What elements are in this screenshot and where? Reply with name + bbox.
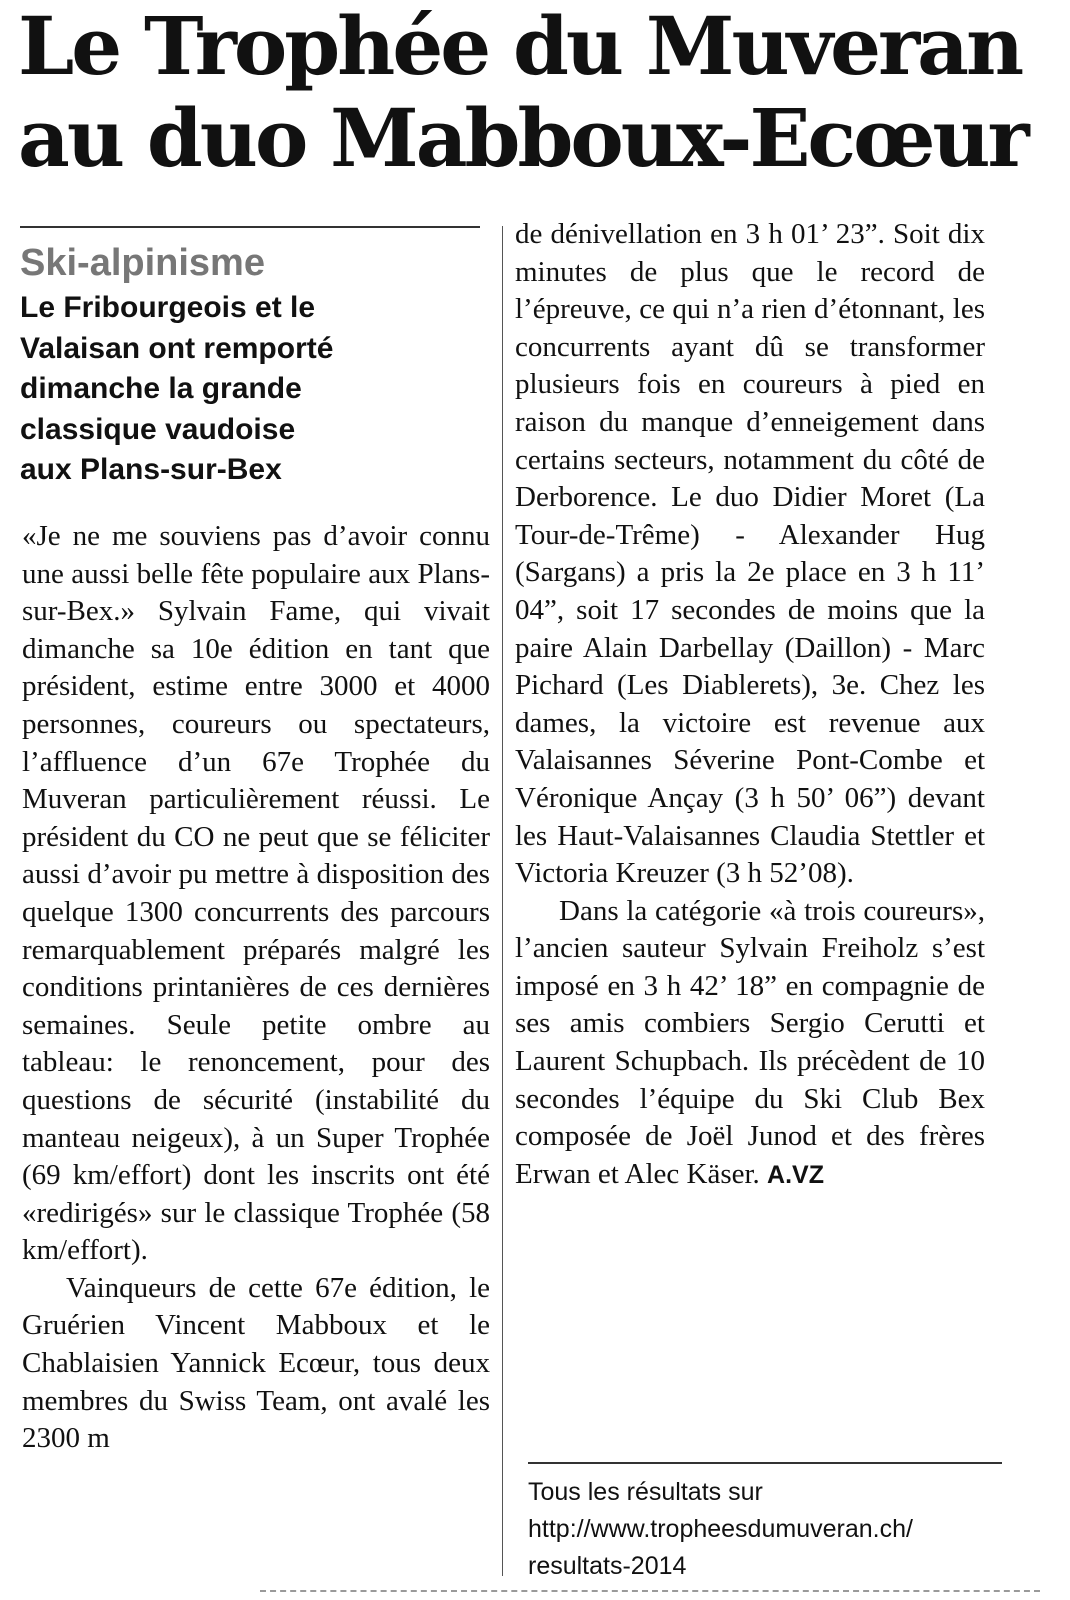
- results-link-line-2[interactable]: resultats-2014: [528, 1552, 687, 1580]
- top-rule-left: [20, 226, 480, 228]
- lede-line: Valaisan ont remporté: [20, 331, 334, 365]
- bottom-dashed-rule: [260, 1590, 1040, 1592]
- headline: [18, 0, 1058, 184]
- body-paragraph-2-continued: de dénivellation en 3 h 01’ 23”. Soit dix minutes de plus que le record de l’épreuve, ce qui n’a rien d’étonnant, les concurrents ayant dû se transformer plusieurs fois en coureurs à pied en raison du manque d’enneigement dans certains secteurs, notamment du côté de Derborence. Le duo Didier Moret (La Tour-de-Trême) - Alexander Hug (Sargans) a pris la 2e place en 3 h 11’ 04”, soit 17 secondes de moins que la paire Alain Darbellay (Daillon) - Marc Pichard (Les Diablerets), 3e. Chez les dames, la victoire est revenue aux Valaisannes Séverine Pont-Combe et Véronique Ançay (3 h 50’ 06”) devant les Haut-Valaisannes Claudia Stettler et Victoria Kreuzer (3 h 52’08).: [515, 218, 985, 890]
- column-divider: [502, 226, 503, 1576]
- body-paragraph-1: «Je ne me souviens pas d’avoir connu une aussi belle fête populaire aux Plans-sur-Bex.» Sylvain Fame, qui vivait dimanche sa 10e édition en tant que président, estime entre 3000 et 4000 personnes, coureurs ou spectateurs, l’affluence d’un 67e Trophée du Muveran particulièrement réussi. Le président du CO ne peut que se féliciter aussi d’avoir pu mettre à disposition des quelque 1300 concurrents des parcours remarquablement préparés malgré les conditions printanières de ces dernières semaines. Seule petite ombre au tableau: le renoncement, pour des questions de sécurité (instabilité du manteau neigeux), à un Super Trophée (69 km/effort) dont les inscrits ont été «redirigés» sur le classique Trophée (58 km/effort).: [22, 520, 490, 1267]
- results-footnote: [528, 1474, 1008, 1585]
- results-link-line-1[interactable]: http://www.tropheesdumuveran.ch/: [528, 1515, 913, 1543]
- body-column-right: [515, 216, 985, 1194]
- lede-line: aux Plans-sur-Bex: [20, 453, 282, 486]
- body-paragraph-3: [515, 893, 985, 1195]
- lede: [20, 288, 490, 491]
- body-column-left: [22, 518, 490, 1458]
- footnote-intro: Tous les résultats sur: [528, 1478, 763, 1506]
- lede-line: classique vaudoise: [20, 412, 296, 446]
- body-paragraph-3-text: Dans la catégorie «à trois coureurs», l’ancien sauteur Sylvain Freiholz s’est imposé en 3 h 42’ 18” en compagnie de ses amis combiers Sergio Cerutti et Laurent Schupbach. Ils précèdent de 10 secondes l’équipe du Ski Club Bex composée de Joël Junod et des frères Erwan et Alec Käser.: [515, 894, 985, 1190]
- kicker: Ski-alpinisme: [20, 242, 265, 284]
- author-signature: A.VZ: [767, 1160, 824, 1189]
- lede-line: Le Fribourgeois et le: [20, 291, 316, 324]
- headline-line-2: au duo Mabboux-Ecœur: [18, 91, 1027, 185]
- footnote-rule: [528, 1462, 1002, 1464]
- lede-line: dimanche la grande: [20, 372, 302, 405]
- body-paragraph-2-start: Vainqueurs de cette 67e édition, le Gruérien Vincent Mabboux et le Chablaisien Yannick Ecœur, tous deux membres du Swiss Team, ont avalé les 2300 m: [22, 1271, 490, 1455]
- headline-line-1: Le Trophée du Muveran: [18, 0, 1022, 93]
